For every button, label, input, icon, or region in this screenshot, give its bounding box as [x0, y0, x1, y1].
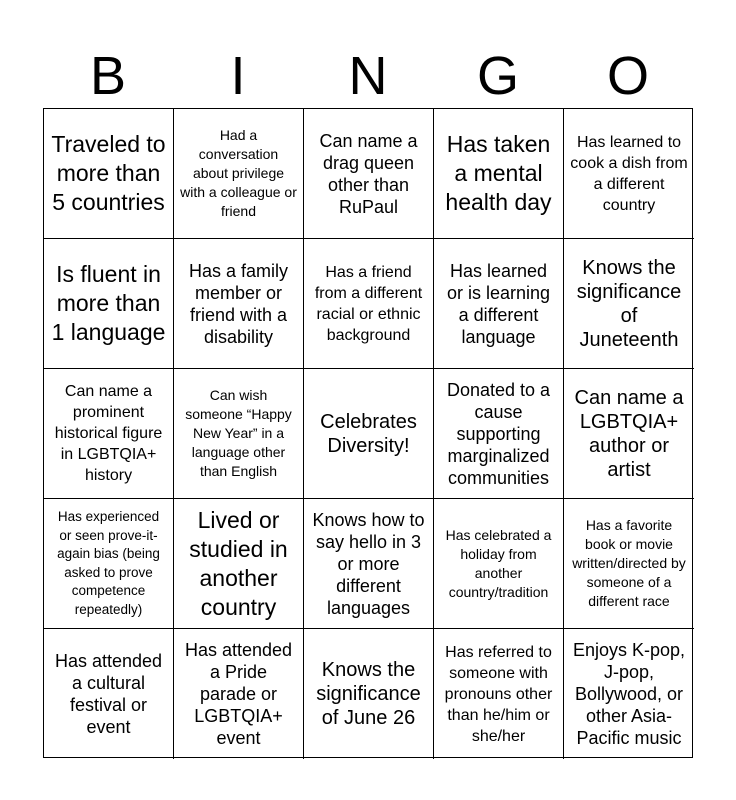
cell-text: Traveled to more than 5 countries — [51, 131, 166, 215]
header-letter-i: I — [230, 46, 246, 106]
bingo-cell[interactable] — [564, 109, 694, 239]
cell-text: Enjoys K-pop, J-pop, Bollywood, or other Asia-Pacific music — [572, 640, 686, 748]
bingo-cell[interactable] — [174, 109, 304, 239]
cell-text: Has a family member or friend with a disability — [188, 260, 289, 347]
bingo-cell[interactable] — [434, 629, 564, 759]
cell-text: Lived or studied in another country — [189, 506, 288, 620]
bingo-cell[interactable] — [44, 109, 174, 239]
cell-text: Has experienced or seen prove-it-again bias (being asked to prove competence repeatedly) — [57, 509, 160, 617]
bingo-cell[interactable] — [564, 239, 694, 369]
cell-text: Has attended a Pride parade or LGBTQIA+ event — [184, 640, 293, 748]
bingo-cell[interactable] — [434, 369, 564, 499]
cell-text: Can name a LGBTQIA+ author or artist — [574, 386, 684, 481]
header-letter-b: B — [89, 46, 127, 106]
bingo-cell[interactable] — [44, 369, 174, 499]
bingo-grid — [43, 108, 693, 758]
bingo-cell[interactable] — [174, 239, 304, 369]
cell-text: Has referred to someone with pronouns other than he/him or she/her — [444, 643, 553, 745]
bingo-cell[interactable] — [174, 499, 304, 629]
bingo-cell[interactable] — [434, 499, 564, 629]
bingo-cell[interactable] — [564, 499, 694, 629]
cell-text: Is fluent in more than 1 language — [51, 261, 166, 345]
cell-text: Has a favorite book or movie written/directed by someone of a different race — [572, 517, 686, 609]
cell-text: Had a conversation about privilege with a colleague or friend — [180, 127, 297, 219]
bingo-cell[interactable] — [174, 369, 304, 499]
bingo-header — [43, 48, 693, 104]
bingo-cell[interactable] — [304, 499, 434, 629]
bingo-cell[interactable] — [174, 629, 304, 759]
cell-text: Celebrates Diversity! — [320, 410, 417, 457]
cell-text: Can name a drag queen other than RuPaul — [319, 130, 418, 217]
cell-text: Knows the significance of June 26 — [316, 659, 421, 729]
cell-text: Knows how to say hello in 3 or more different languages — [312, 509, 425, 618]
bingo-cell[interactable] — [44, 239, 174, 369]
header-letter-n: N — [348, 46, 388, 106]
bingo-cell[interactable] — [44, 499, 174, 629]
cell-text: Has a friend from a different racial or ethnic background — [314, 263, 423, 344]
cell-text: Knows the significance of Juneteenth — [576, 256, 682, 351]
cell-text: Has learned to cook a dish from a different country — [570, 133, 688, 214]
cell-text: Can wish someone “Happy New Year” in a language other than English — [185, 387, 292, 479]
header-letter-o: O — [606, 46, 649, 106]
cell-text: Has attended a cultural festival or event — [54, 651, 163, 737]
bingo-cell[interactable] — [564, 629, 694, 759]
header-letter-g: G — [476, 46, 519, 106]
bingo-cell[interactable] — [304, 629, 434, 759]
cell-text: Has celebrated a holiday from another country/tradition — [445, 526, 552, 600]
bingo-cell[interactable] — [434, 239, 564, 369]
bingo-cell[interactable] — [434, 109, 564, 239]
bingo-cell[interactable] — [564, 369, 694, 499]
bingo-cell[interactable] — [304, 239, 434, 369]
bingo-cell free-space[interactable] — [304, 369, 434, 499]
cell-text: Has learned or is learning a different language — [446, 260, 551, 347]
bingo-cell[interactable] — [304, 109, 434, 239]
bingo-cell[interactable] — [44, 629, 174, 759]
cell-text: Has taken a mental health day — [445, 131, 552, 215]
cell-text: Donated to a cause supporting marginalized communities — [446, 379, 551, 488]
cell-text: Can name a prominent historical figure in LGBTQIA+ history — [54, 383, 163, 484]
